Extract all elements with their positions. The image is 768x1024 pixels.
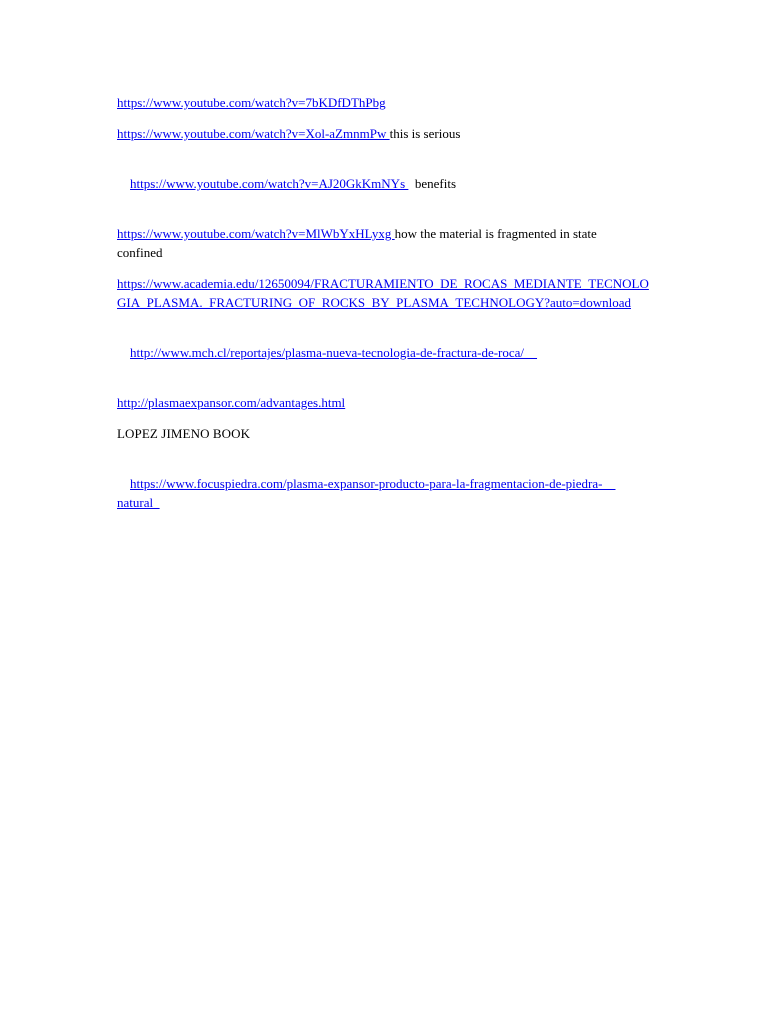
reference-line-7 [117,393,697,412]
focuspiedra-link-part-1: https://www.focuspiedra.com/plasma-expansor-producto-para-la-fragmentacion-de-piedra- [130,476,616,491]
reference-line-3 [117,155,697,212]
note-text-4: how the material is fragmented in state [394,226,597,241]
plasmaexpansor-link[interactable]: http://plasmaexpansor.com/advantages.html [117,395,346,410]
mch-link[interactable]: http://www.mch.cl/reportajes/plasma-nueva-tecnologia-de-fractura-de-roca/ [130,345,538,360]
reference-line-6 [117,324,697,381]
youtube-link-2[interactable]: https://www.youtube.com/watch?v=Xol-aZmnmPw [117,126,390,141]
youtube-link-1[interactable]: https://www.youtube.com/watch?v=7bKDfDThPbg [117,95,386,110]
reference-line-5 [117,274,697,312]
focuspiedra-link-part-2: natural [117,495,160,510]
focuspiedra-link[interactable] [117,476,615,510]
reference-line-9 [117,455,697,531]
document-page [117,93,697,543]
youtube-link-3[interactable]: https://www.youtube.com/watch?v=AJ20GkKmNYs [130,176,409,191]
reference-line-1 [117,93,697,112]
reference-line-4 [117,224,697,262]
reference-line-2 [117,124,697,143]
youtube-link-4[interactable]: https://www.youtube.com/watch?v=MlWbYxHLyxg [117,226,395,241]
note-text-4-continued: confined [117,245,163,260]
academia-link-part-1: https://www.academia.edu/12650094/FRACTURAMIENTO_DE_ROCAS_MEDIANTE_TECNOLO [117,276,649,291]
note-text-3: benefits [408,176,457,191]
academia-link[interactable] [117,276,649,310]
note-text-2: this is serious [389,126,461,141]
academia-link-part-2: GIA_PLASMA._FRACTURING_OF_ROCKS_BY_PLASMA_TECHNOLOGY?auto=download [117,295,631,310]
book-reference: LOPEZ JIMENO BOOK [117,426,251,441]
